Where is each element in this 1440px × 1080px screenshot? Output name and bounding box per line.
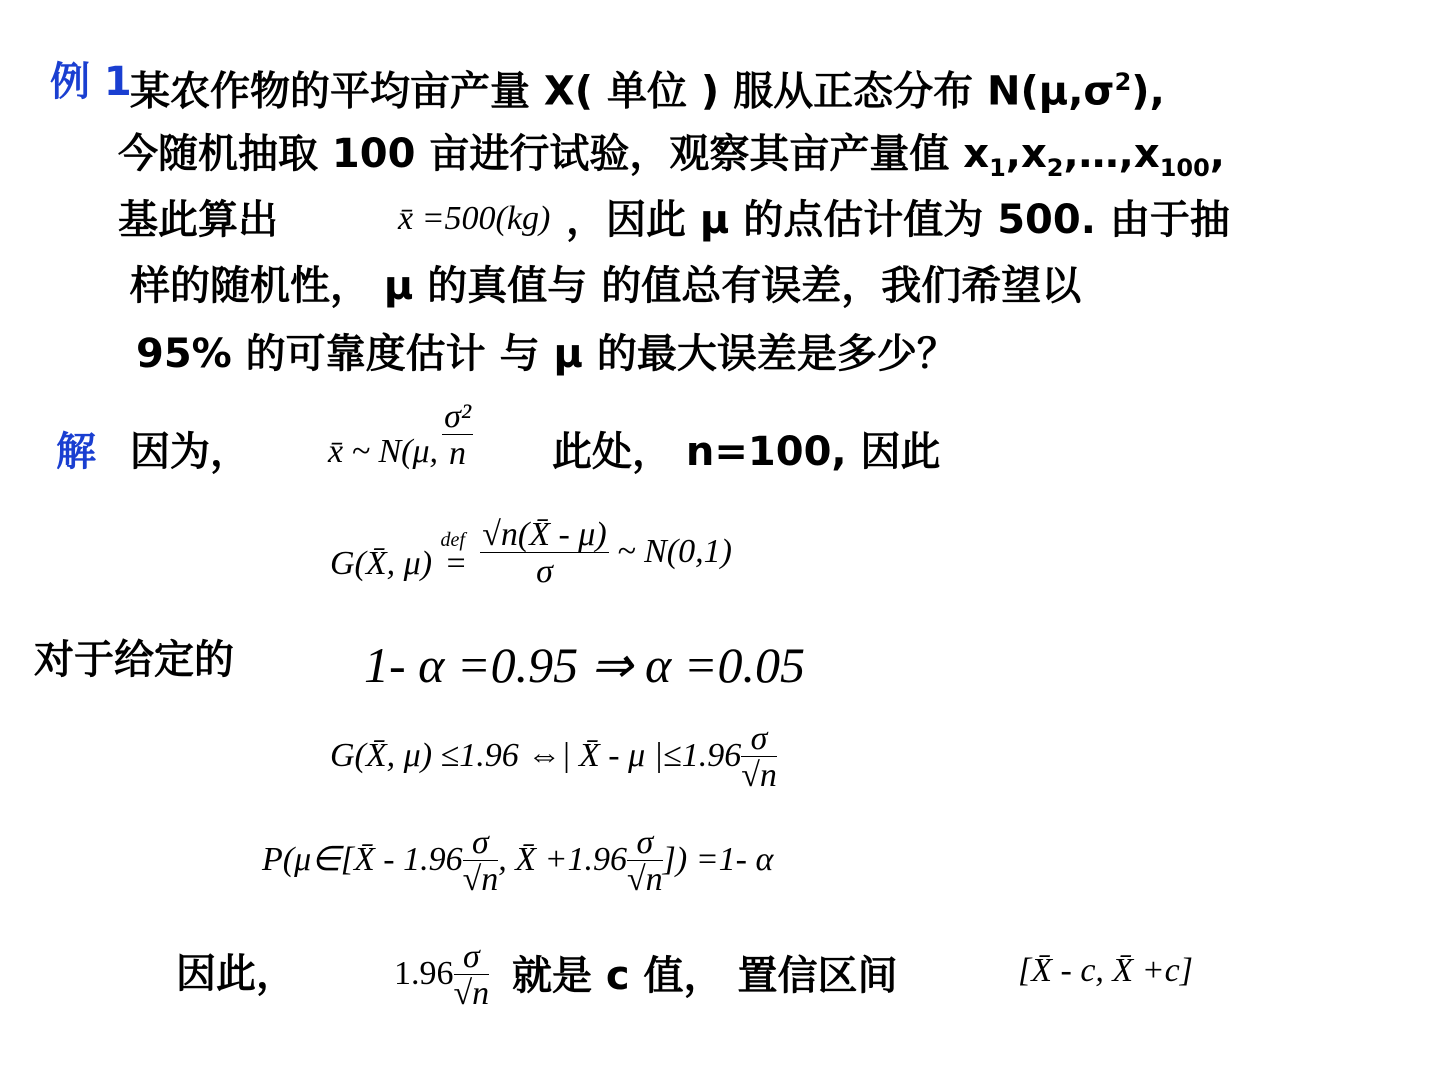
example-line-2-mid1: ,x (1005, 131, 1047, 177)
example-line-2-text: 今随机抽取 100 亩进行试验，观察其亩产量值 x (118, 131, 990, 177)
frac-den: √n (453, 975, 490, 1012)
example-line-2-end: , (1209, 131, 1225, 177)
example-line-2-mid2: ,…,x (1063, 131, 1160, 177)
frac-den: √n (462, 861, 499, 898)
example-line-1-text: 某农作物的平均亩产量 X( 单位 ) 服从正态分布 N(μ,σ (130, 68, 1115, 115)
example-line-4: 样的随机性， μ 的真值与 的值总有误差，我们希望以 (130, 263, 1082, 309)
given-label: 对于给定的 (34, 637, 234, 683)
frac-num: σ (627, 826, 663, 861)
therefore-label: 因此， (176, 951, 296, 997)
sigma-over-sqrt-n-3 (454, 940, 490, 1012)
alpha-formula: 1- α =0.95 ⇒ α =0.05 (364, 637, 806, 693)
frac-den: √n (627, 861, 663, 898)
def-label: def (440, 529, 465, 551)
g-definition-formula (330, 518, 732, 590)
sigma-superscript: 2 (1114, 68, 1132, 96)
g-lhs: G(X̄, μ) (330, 545, 433, 582)
solution-line-1a: 因为， (130, 429, 250, 475)
frac-num: σ (454, 940, 490, 975)
c-coef: 1.96 (394, 955, 454, 992)
example-line-1 (130, 58, 1165, 115)
sigma2-over-n (442, 400, 473, 472)
inequality-lhs: G(X̄, μ) ≤1.96 ⇔| X̄ - μ |≤1.96 (330, 737, 742, 774)
g-fraction (480, 518, 608, 590)
inequality-formula (330, 722, 777, 794)
xbar-dist-text: x̄ ~ N(μ, (328, 433, 439, 470)
sigma-over-sqrt-n-2 (627, 826, 663, 898)
confidence-interval-formula: [X̄ - c, X̄ +c] (1018, 952, 1193, 989)
prob-part-b: , X̄ +1.96 (498, 841, 627, 878)
example-line-3b: ，因此 μ 的点估计值为 500. 由于抽 (566, 197, 1230, 243)
sigma-over-sqrt-n (741, 722, 777, 794)
equals-sign: = (446, 545, 466, 582)
def-equals (440, 529, 466, 582)
subscript-1: 1 (989, 154, 1006, 182)
example-line-5: 95% 的可靠度估计 与 μ 的最大误差是多少？ (136, 331, 957, 377)
solution-label: 解 (56, 429, 96, 475)
frac-num: σ² (444, 398, 472, 435)
sigma-over-sqrt-n-1 (463, 826, 499, 898)
c-coefficient-formula (394, 940, 489, 1012)
example-line-1-end: ), (1131, 68, 1165, 115)
c-value-text: 就是 c 值， 置信区间 (512, 953, 898, 999)
xbar-distribution-formula (328, 400, 473, 472)
frac-num: σ (463, 826, 499, 861)
example-line-3a: 基此算出 (118, 197, 278, 243)
prob-part-c: ]) =1- α (662, 841, 774, 878)
g-rhs: ~ N(0,1) (617, 533, 732, 570)
g-numerator: √n(X̄ - μ) (482, 516, 607, 553)
subscript-2: 2 (1046, 154, 1064, 182)
solution-line-1b: 此处， n=100, 因此 (552, 429, 941, 475)
probability-formula (262, 826, 773, 898)
example-line-2 (118, 130, 1225, 192)
subscript-100: 100 (1159, 154, 1210, 182)
example-label: 例 1 (50, 59, 132, 105)
frac-num: σ (741, 722, 777, 757)
frac-den: √n (741, 757, 777, 794)
frac-den: n (449, 435, 467, 472)
prob-part-a: P(μ∈[X̄ - 1.96 (262, 841, 463, 878)
xbar-value-formula: x̄ =500(kg) (398, 200, 551, 237)
g-denominator: σ (536, 553, 553, 590)
